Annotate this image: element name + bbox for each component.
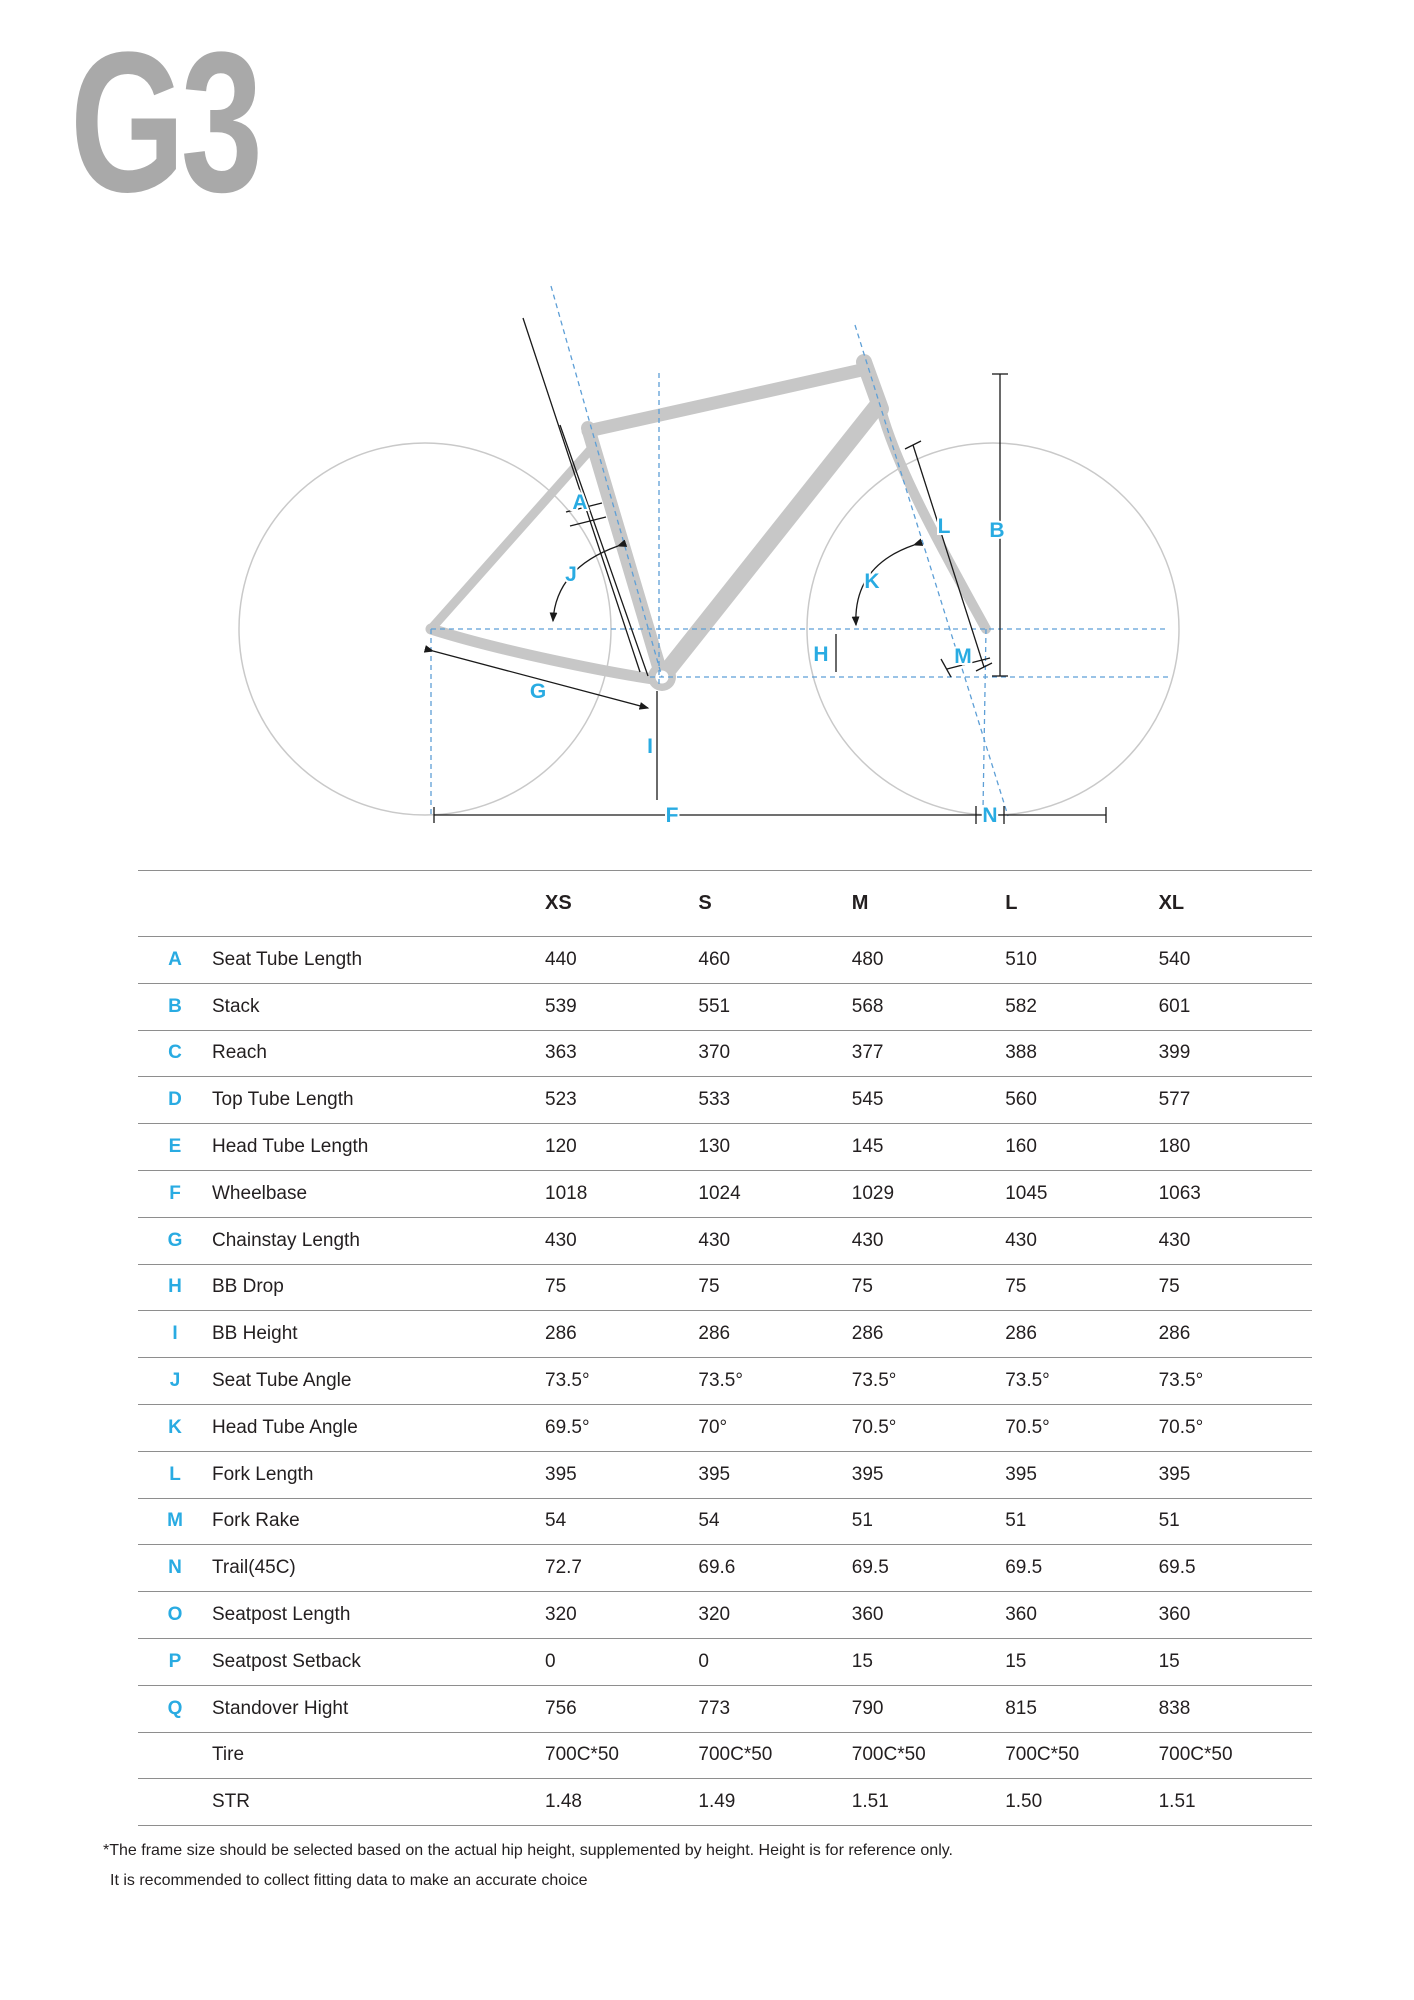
table-row xyxy=(138,1124,1312,1171)
row-value-xl: 577 xyxy=(1158,1089,1191,1111)
row-dimension-letter: I xyxy=(172,1323,178,1345)
row-value-s: 1024 xyxy=(698,1182,741,1204)
table-row xyxy=(138,984,1312,1031)
row-value-l: 582 xyxy=(1005,995,1037,1017)
frame-seatstay xyxy=(431,449,591,629)
row-value-xs: 430 xyxy=(545,1229,577,1251)
table-row xyxy=(138,1031,1312,1078)
row-value-m: 15 xyxy=(851,1650,873,1672)
size-header-xl: XL xyxy=(1158,892,1185,914)
row-value-xs: 756 xyxy=(545,1697,577,1719)
frame xyxy=(431,362,986,680)
row-value-s: 130 xyxy=(698,1136,731,1158)
frame-chainstay xyxy=(431,629,660,680)
frame-down-tube xyxy=(663,405,878,676)
row-value-xs: 69.5° xyxy=(545,1416,590,1438)
row-value-xl: 430 xyxy=(1158,1229,1191,1251)
seat-angle-arc xyxy=(553,546,618,621)
label-stack: B xyxy=(989,519,1005,542)
row-value-l: 160 xyxy=(1005,1136,1037,1158)
rear-wheel xyxy=(239,443,611,815)
frame-fork xyxy=(881,409,986,629)
table-row xyxy=(138,1171,1312,1218)
label-chainstay: G xyxy=(529,680,547,703)
row-value-l: 700C*50 xyxy=(1005,1744,1080,1766)
row-value-xl: 73.5° xyxy=(1158,1370,1204,1392)
row-value-s: 533 xyxy=(698,1089,731,1111)
row-dimension-label: Seatpost Setback xyxy=(212,1650,361,1672)
row-value-xl: 1.51 xyxy=(1158,1791,1196,1813)
size-header-xs: XS xyxy=(545,892,572,914)
row-value-xs: 395 xyxy=(545,1463,577,1485)
row-dimension-label: Top Tube Length xyxy=(212,1089,354,1111)
table-row xyxy=(138,1077,1312,1124)
table-row xyxy=(138,1592,1312,1639)
size-header-m: M xyxy=(851,892,869,914)
row-value-s: 286 xyxy=(698,1323,731,1345)
row-value-xs: 320 xyxy=(545,1604,577,1626)
row-dimension-letter: E xyxy=(168,1136,182,1158)
row-dimension-letter: K xyxy=(168,1416,182,1438)
row-value-m: 480 xyxy=(851,948,884,970)
row-dimension-letter: N xyxy=(168,1557,182,1579)
row-value-xs: 0 xyxy=(545,1650,556,1672)
row-value-xs: 120 xyxy=(545,1136,577,1158)
row-dimension-letter: M xyxy=(167,1510,183,1532)
row-value-xl: 286 xyxy=(1158,1323,1191,1345)
row-value-s: 773 xyxy=(698,1697,731,1719)
construction-lines xyxy=(431,286,1168,818)
row-value-xl: 180 xyxy=(1158,1136,1191,1158)
row-value-m: 51 xyxy=(851,1510,873,1532)
row-value-m: 700C*50 xyxy=(851,1744,926,1766)
row-value-m: 75 xyxy=(851,1276,873,1298)
row-value-l: 360 xyxy=(1005,1604,1037,1626)
row-value-s: 0 xyxy=(698,1650,709,1672)
row-dimension-letter: O xyxy=(167,1604,183,1626)
frame-seat-tube xyxy=(588,428,662,677)
table-row xyxy=(138,1779,1312,1826)
row-dimension-label: Wheelbase xyxy=(212,1182,308,1204)
table-row xyxy=(138,1452,1312,1499)
row-value-l: 430 xyxy=(1005,1229,1037,1251)
row-dimension-label: Tire xyxy=(212,1744,245,1766)
row-value-s: 1.49 xyxy=(698,1791,736,1813)
footnote xyxy=(103,1836,953,1896)
frame-top-tube xyxy=(588,369,866,431)
row-value-xs: 1018 xyxy=(545,1182,588,1204)
label-head-tube-angle: K xyxy=(864,570,880,593)
row-dimension-letter: D xyxy=(168,1089,182,1111)
row-dimension-label: Head Tube Length xyxy=(212,1136,369,1158)
row-dimension-letter: B xyxy=(168,995,182,1017)
table-row xyxy=(138,1686,1312,1733)
row-value-l: 510 xyxy=(1005,948,1037,970)
table-row xyxy=(138,1733,1312,1780)
row-value-m: 1029 xyxy=(851,1182,895,1204)
row-dimension-label: Chainstay Length xyxy=(212,1229,360,1251)
row-dimension-letter: L xyxy=(169,1463,181,1485)
row-value-xl: 838 xyxy=(1158,1697,1191,1719)
row-value-l: 75 xyxy=(1005,1276,1027,1298)
row-value-s: 320 xyxy=(698,1604,731,1626)
row-dimension-label: Stack xyxy=(212,995,260,1017)
label-fork-rake: M xyxy=(954,645,972,668)
row-value-m: 568 xyxy=(851,995,884,1017)
row-value-l: 1.50 xyxy=(1005,1791,1043,1813)
row-value-xs: 72.7 xyxy=(545,1557,582,1579)
row-value-s: 70° xyxy=(698,1416,728,1438)
row-dimension-label: Reach xyxy=(212,1042,267,1064)
label-trail: N xyxy=(982,804,998,827)
row-value-s: 551 xyxy=(698,995,731,1017)
footnote-line-1: *The frame size should be selected based on the actual hip height, supplemented by height. Height is for reference only. xyxy=(103,1842,953,1859)
row-value-s: 430 xyxy=(698,1229,731,1251)
row-value-s: 370 xyxy=(698,1042,731,1064)
row-value-xl: 399 xyxy=(1158,1042,1191,1064)
row-value-l: 395 xyxy=(1005,1463,1037,1485)
table-header-row xyxy=(138,871,1312,937)
table-row xyxy=(138,937,1312,984)
row-value-m: 790 xyxy=(851,1697,884,1719)
row-value-xs: 286 xyxy=(545,1323,577,1345)
row-dimension-label: BB Drop xyxy=(212,1276,284,1298)
row-dimension-letter: J xyxy=(169,1370,181,1392)
row-value-xl: 360 xyxy=(1158,1604,1191,1626)
table-row xyxy=(138,1545,1312,1592)
row-value-l: 69.5 xyxy=(1005,1557,1043,1579)
row-value-m: 545 xyxy=(851,1089,884,1111)
row-value-xl: 1063 xyxy=(1158,1182,1201,1204)
row-value-s: 73.5° xyxy=(698,1370,743,1392)
fork-length-tick-top xyxy=(905,441,921,449)
row-value-xl: 395 xyxy=(1158,1463,1191,1485)
row-dimension-letter: C xyxy=(168,1042,182,1064)
row-value-l: 286 xyxy=(1005,1323,1037,1345)
row-value-m: 73.5° xyxy=(851,1370,897,1392)
row-value-xl: 601 xyxy=(1158,995,1191,1017)
row-value-xs: 363 xyxy=(545,1042,577,1064)
row-value-m: 70.5° xyxy=(851,1416,897,1438)
row-dimension-label: Seat Tube Angle xyxy=(212,1370,352,1392)
row-value-s: 69.6 xyxy=(698,1557,736,1579)
row-value-l: 73.5° xyxy=(1005,1370,1050,1392)
row-dimension-label: Standover Hight xyxy=(212,1697,349,1719)
row-dimension-label: BB Height xyxy=(212,1323,298,1345)
row-value-xs: 539 xyxy=(545,995,577,1017)
row-dimension-label: Seatpost Length xyxy=(212,1604,351,1626)
row-dimension-label: STR xyxy=(212,1791,250,1813)
bike-diagram-svg xyxy=(0,0,1414,870)
row-value-xl: 69.5 xyxy=(1158,1557,1196,1579)
row-dimension-label: Head Tube Angle xyxy=(212,1416,358,1438)
row-value-s: 395 xyxy=(698,1463,731,1485)
row-dimension-label: Seat Tube Length xyxy=(212,948,363,970)
row-dimension-letter: F xyxy=(169,1182,181,1204)
row-value-xs: 73.5° xyxy=(545,1370,590,1392)
row-value-m: 377 xyxy=(851,1042,884,1064)
row-value-xl: 70.5° xyxy=(1158,1416,1204,1438)
table-row xyxy=(138,1358,1312,1405)
row-value-s: 460 xyxy=(698,948,731,970)
row-dimension-label: Trail(45C) xyxy=(212,1557,296,1579)
row-value-m: 145 xyxy=(851,1136,884,1158)
label-seat-tube-angle: J xyxy=(565,563,577,586)
row-value-m: 360 xyxy=(851,1604,884,1626)
row-dimension-label: Fork Rake xyxy=(212,1510,300,1532)
row-value-xl: 540 xyxy=(1158,948,1191,970)
row-value-m: 69.5 xyxy=(851,1557,889,1579)
row-value-xs: 54 xyxy=(545,1510,567,1532)
row-value-m: 1.51 xyxy=(851,1791,889,1813)
row-value-xs: 1.48 xyxy=(545,1791,582,1813)
row-dimension-letter: P xyxy=(168,1650,182,1672)
label-wheelbase: F xyxy=(665,804,679,827)
row-value-xs: 75 xyxy=(545,1276,567,1298)
table-row xyxy=(138,1499,1312,1546)
footnote-line-2: It is recommended to collect fitting data to make an accurate choice xyxy=(110,1872,588,1889)
label-seat-tube-length: A xyxy=(572,491,588,514)
table-row xyxy=(138,1265,1312,1312)
row-value-xs: 523 xyxy=(545,1089,577,1111)
row-value-xl: 15 xyxy=(1158,1650,1180,1672)
fork-length-line xyxy=(913,445,984,667)
row-value-m: 395 xyxy=(851,1463,884,1485)
row-value-l: 815 xyxy=(1005,1697,1037,1719)
row-value-l: 15 xyxy=(1005,1650,1027,1672)
row-value-s: 75 xyxy=(698,1276,720,1298)
brand-logo: G3 xyxy=(70,11,259,234)
row-value-xl: 700C*50 xyxy=(1158,1744,1233,1766)
geometry-table xyxy=(138,870,1312,1826)
row-dimension-letter: H xyxy=(168,1276,182,1298)
row-value-m: 430 xyxy=(851,1229,884,1251)
table-row xyxy=(138,1311,1312,1358)
label-bb-drop: H xyxy=(813,643,829,666)
row-value-xs: 440 xyxy=(545,948,577,970)
bike-geometry-diagram xyxy=(0,0,1414,870)
row-value-xs: 700C*50 xyxy=(545,1744,619,1766)
row-value-xl: 75 xyxy=(1158,1276,1180,1298)
label-bb-height: I xyxy=(647,735,653,758)
row-dimension-letter: G xyxy=(167,1229,183,1251)
front-axle-vertical-line xyxy=(983,629,986,810)
label-fork-length: L xyxy=(937,515,951,538)
row-value-m: 286 xyxy=(851,1323,884,1345)
row-value-l: 70.5° xyxy=(1005,1416,1050,1438)
row-value-l: 51 xyxy=(1005,1510,1027,1532)
row-value-l: 1045 xyxy=(1005,1182,1048,1204)
row-dimension-letter: A xyxy=(168,948,182,970)
spec-table-body xyxy=(138,937,1312,1826)
row-value-xl: 51 xyxy=(1158,1510,1180,1532)
table-row xyxy=(138,1639,1312,1686)
table-row xyxy=(138,1405,1312,1452)
row-value-s: 700C*50 xyxy=(698,1744,773,1766)
row-value-s: 54 xyxy=(698,1510,720,1532)
fork-length-tick-bottom xyxy=(976,663,992,671)
row-dimension-label: Fork Length xyxy=(212,1463,314,1485)
size-header-s: S xyxy=(698,892,712,914)
table-row xyxy=(138,1218,1312,1265)
size-header-l: L xyxy=(1005,892,1018,914)
row-dimension-letter: Q xyxy=(167,1697,183,1719)
row-value-l: 560 xyxy=(1005,1089,1037,1111)
row-value-l: 388 xyxy=(1005,1042,1037,1064)
